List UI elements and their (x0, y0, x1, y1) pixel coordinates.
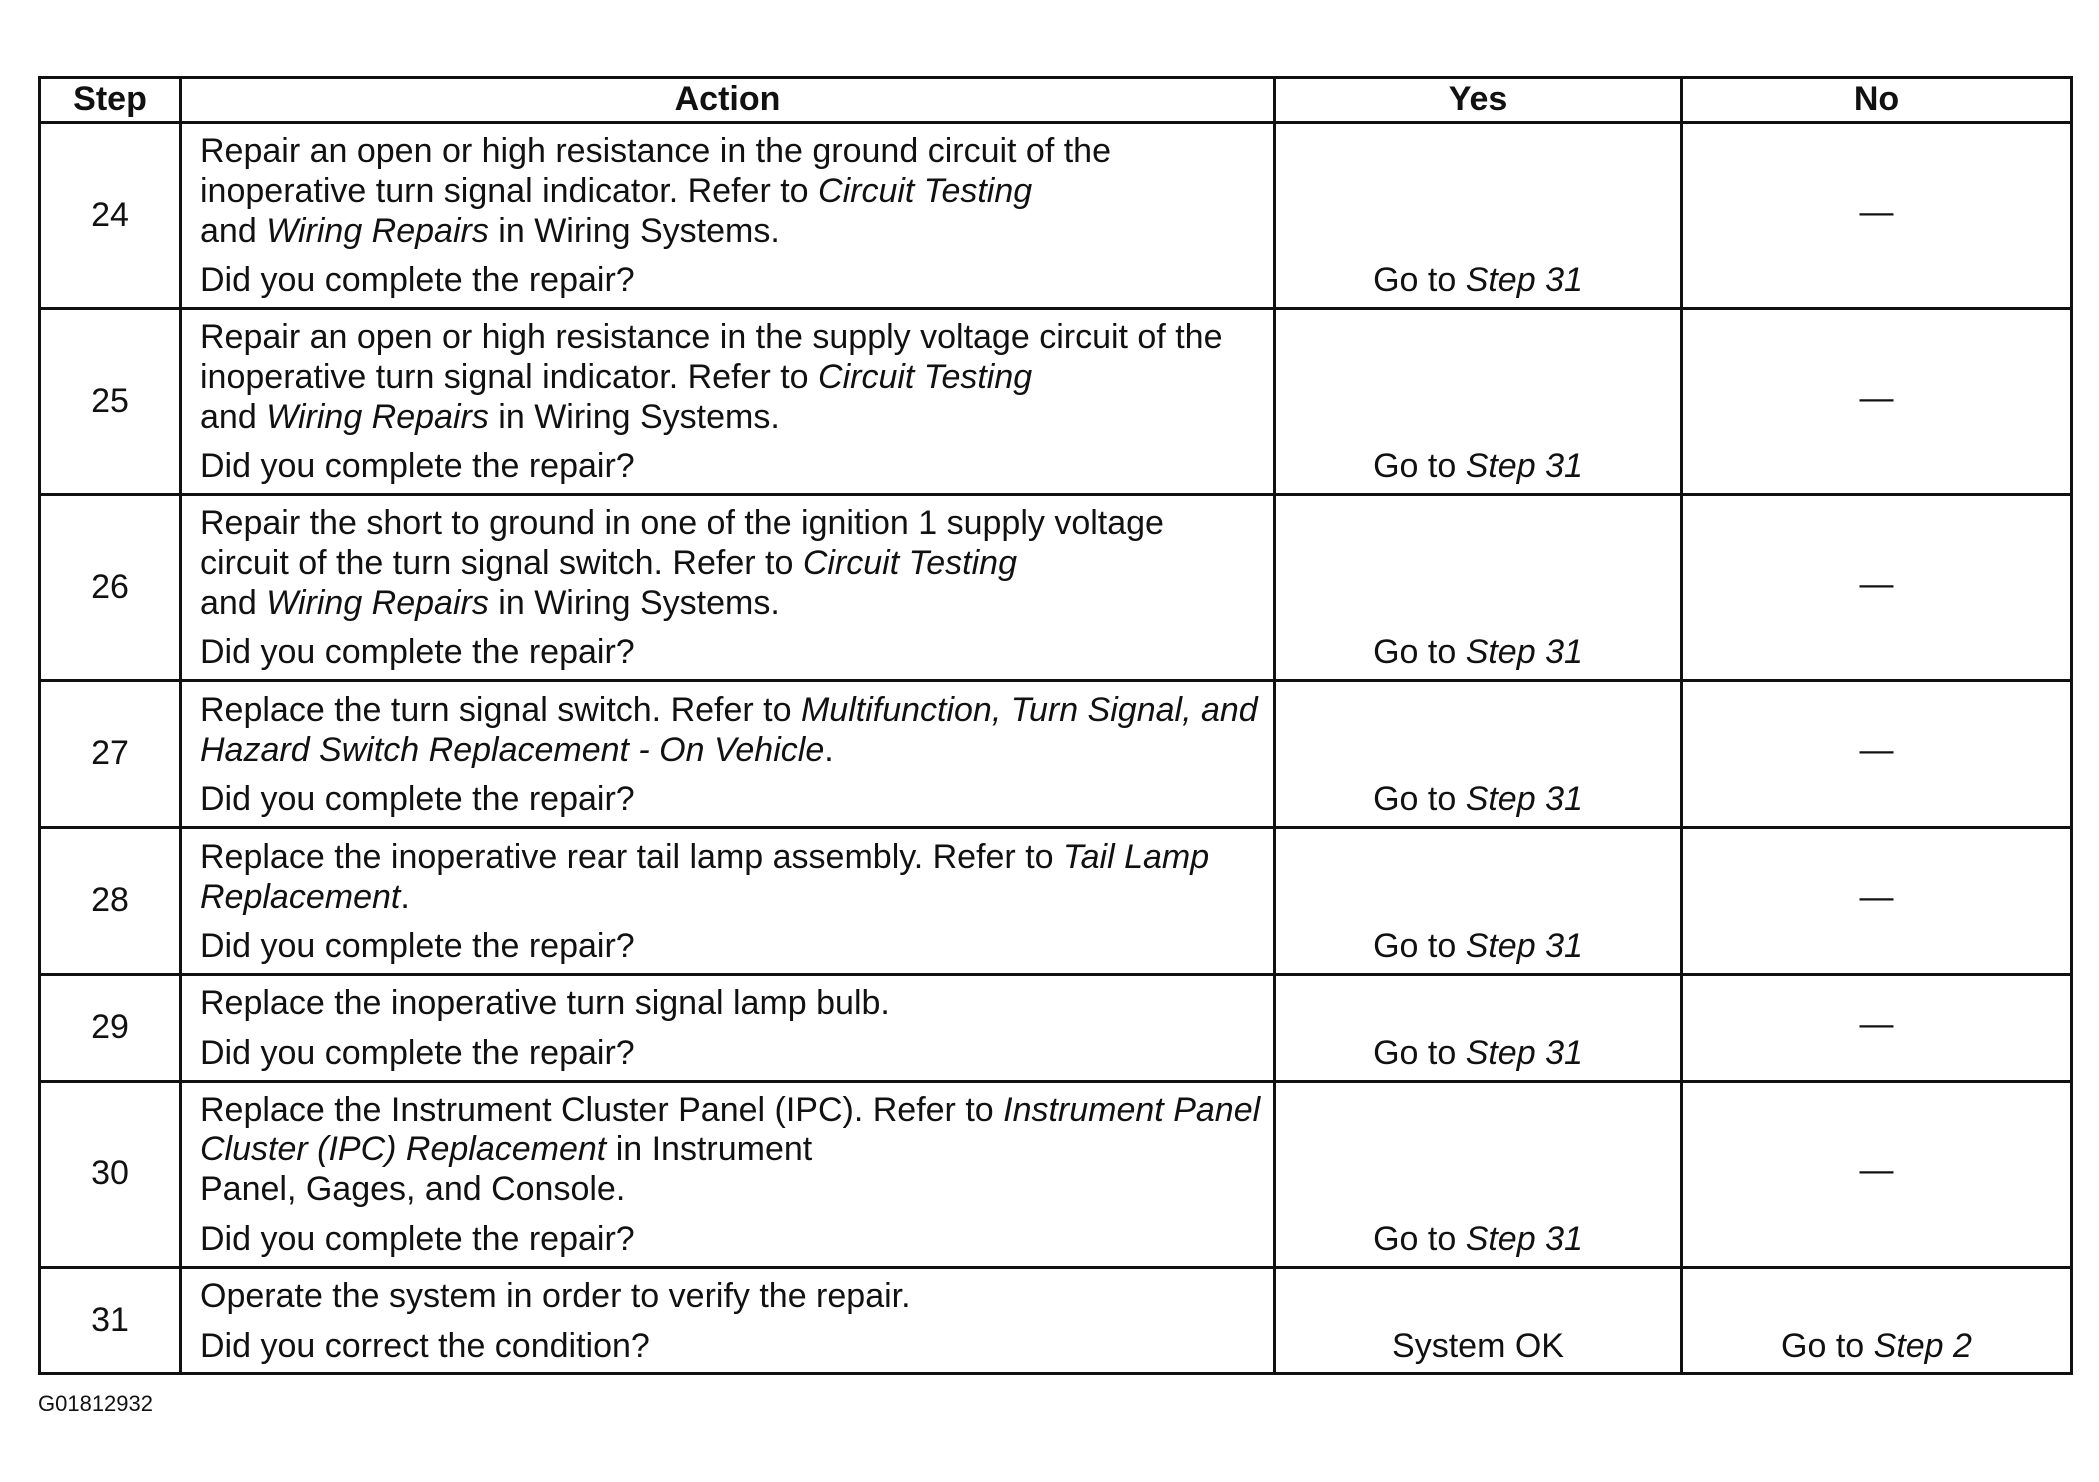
action-question: Did you complete the repair? (200, 261, 635, 300)
no-result: — (1682, 495, 2072, 681)
step-number: 26 (40, 495, 181, 681)
action-text: Repair an open or high resistance in the supply voltage circuit of the inoperative turn signal indicator. Refer to Circuit Testing and Wiring Repairs in Wiring Systems. (200, 318, 1223, 436)
yes-result: Go to Step 31 (1275, 1081, 1682, 1267)
action-cell (181, 975, 1275, 1082)
table-header-row (40, 78, 2072, 123)
action-text: Repair an open or high resistance in the ground circuit of the inoperative turn signal indicator. Refer to Circuit Testing and Wiring Repairs in Wiring Systems. (200, 132, 1111, 250)
no-result: — (1682, 828, 2072, 975)
action-question: Did you complete the repair? (200, 927, 635, 966)
action-text: Replace the turn signal switch. Refer to Multifunction, Turn Signal, and Hazard Switch Replacement - On Vehicle. (200, 690, 1258, 769)
table-row (40, 1267, 2072, 1374)
yes-result: Go to Step 31 (1275, 828, 1682, 975)
yes-result: System OK (1275, 1267, 1682, 1374)
no-result: — (1682, 1081, 2072, 1267)
yes-result: Go to Step 31 (1275, 123, 1682, 309)
header-no: No (1682, 78, 2072, 123)
no-result: — (1682, 975, 2072, 1082)
header-action: Action (181, 78, 1275, 123)
action-cell (181, 309, 1275, 495)
step-number: 31 (40, 1267, 181, 1374)
action-question: Did you complete the repair? (200, 1033, 635, 1072)
action-text: Replace the inoperative turn signal lamp bulb. (200, 984, 890, 1023)
header-step: Step (40, 78, 181, 123)
no-result: — (1682, 123, 2072, 309)
yes-result: Go to Step 31 (1275, 975, 1682, 1082)
table-row (40, 828, 2072, 975)
yes-result: Go to Step 31 (1275, 309, 1682, 495)
action-cell (181, 681, 1275, 828)
action-cell (181, 1081, 1275, 1267)
table-row (40, 1081, 2072, 1267)
table-row (40, 975, 2072, 1082)
table-row (40, 495, 2072, 681)
action-question: Did you complete the repair? (200, 633, 635, 672)
action-text: Replace the Instrument Cluster Panel (IPC). Refer to Instrument Panel Cluster (IPC) Replacement in Instrument Panel, Gages, and Console. (200, 1090, 1261, 1209)
diagnostic-table (38, 76, 2073, 1375)
action-text: Replace the inoperative rear tail lamp assembly. Refer to Tail Lamp Replacement. (200, 837, 1210, 916)
action-text: Repair the short to ground in one of the ignition 1 supply voltage circuit of the turn signal switch. Refer to Circuit Testing and Wiring Repairs in Wiring Systems. (200, 504, 1164, 622)
table-row (40, 123, 2072, 309)
action-cell (181, 828, 1275, 975)
no-result: Go to Step 2 (1682, 1267, 2072, 1374)
action-text: Operate the system in order to verify the repair. (200, 1276, 911, 1315)
step-number: 24 (40, 123, 181, 309)
step-number: 30 (40, 1081, 181, 1267)
action-cell (181, 495, 1275, 681)
action-cell (181, 1267, 1275, 1374)
figure-id: G01812932 (38, 1391, 153, 1416)
action-question: Did you complete the repair? (200, 780, 635, 819)
no-result: — (1682, 309, 2072, 495)
step-number: 29 (40, 975, 181, 1082)
yes-result: Go to Step 31 (1275, 495, 1682, 681)
table-row (40, 681, 2072, 828)
step-number: 28 (40, 828, 181, 975)
action-question: Did you complete the repair? (200, 1220, 635, 1259)
step-number: 27 (40, 681, 181, 828)
header-yes: Yes (1275, 78, 1682, 123)
action-question: Did you correct the condition? (200, 1326, 650, 1365)
table-row (40, 309, 2072, 495)
step-number: 25 (40, 309, 181, 495)
action-cell (181, 123, 1275, 309)
action-question: Did you complete the repair? (200, 447, 635, 486)
yes-result: Go to Step 31 (1275, 681, 1682, 828)
no-result: — (1682, 681, 2072, 828)
